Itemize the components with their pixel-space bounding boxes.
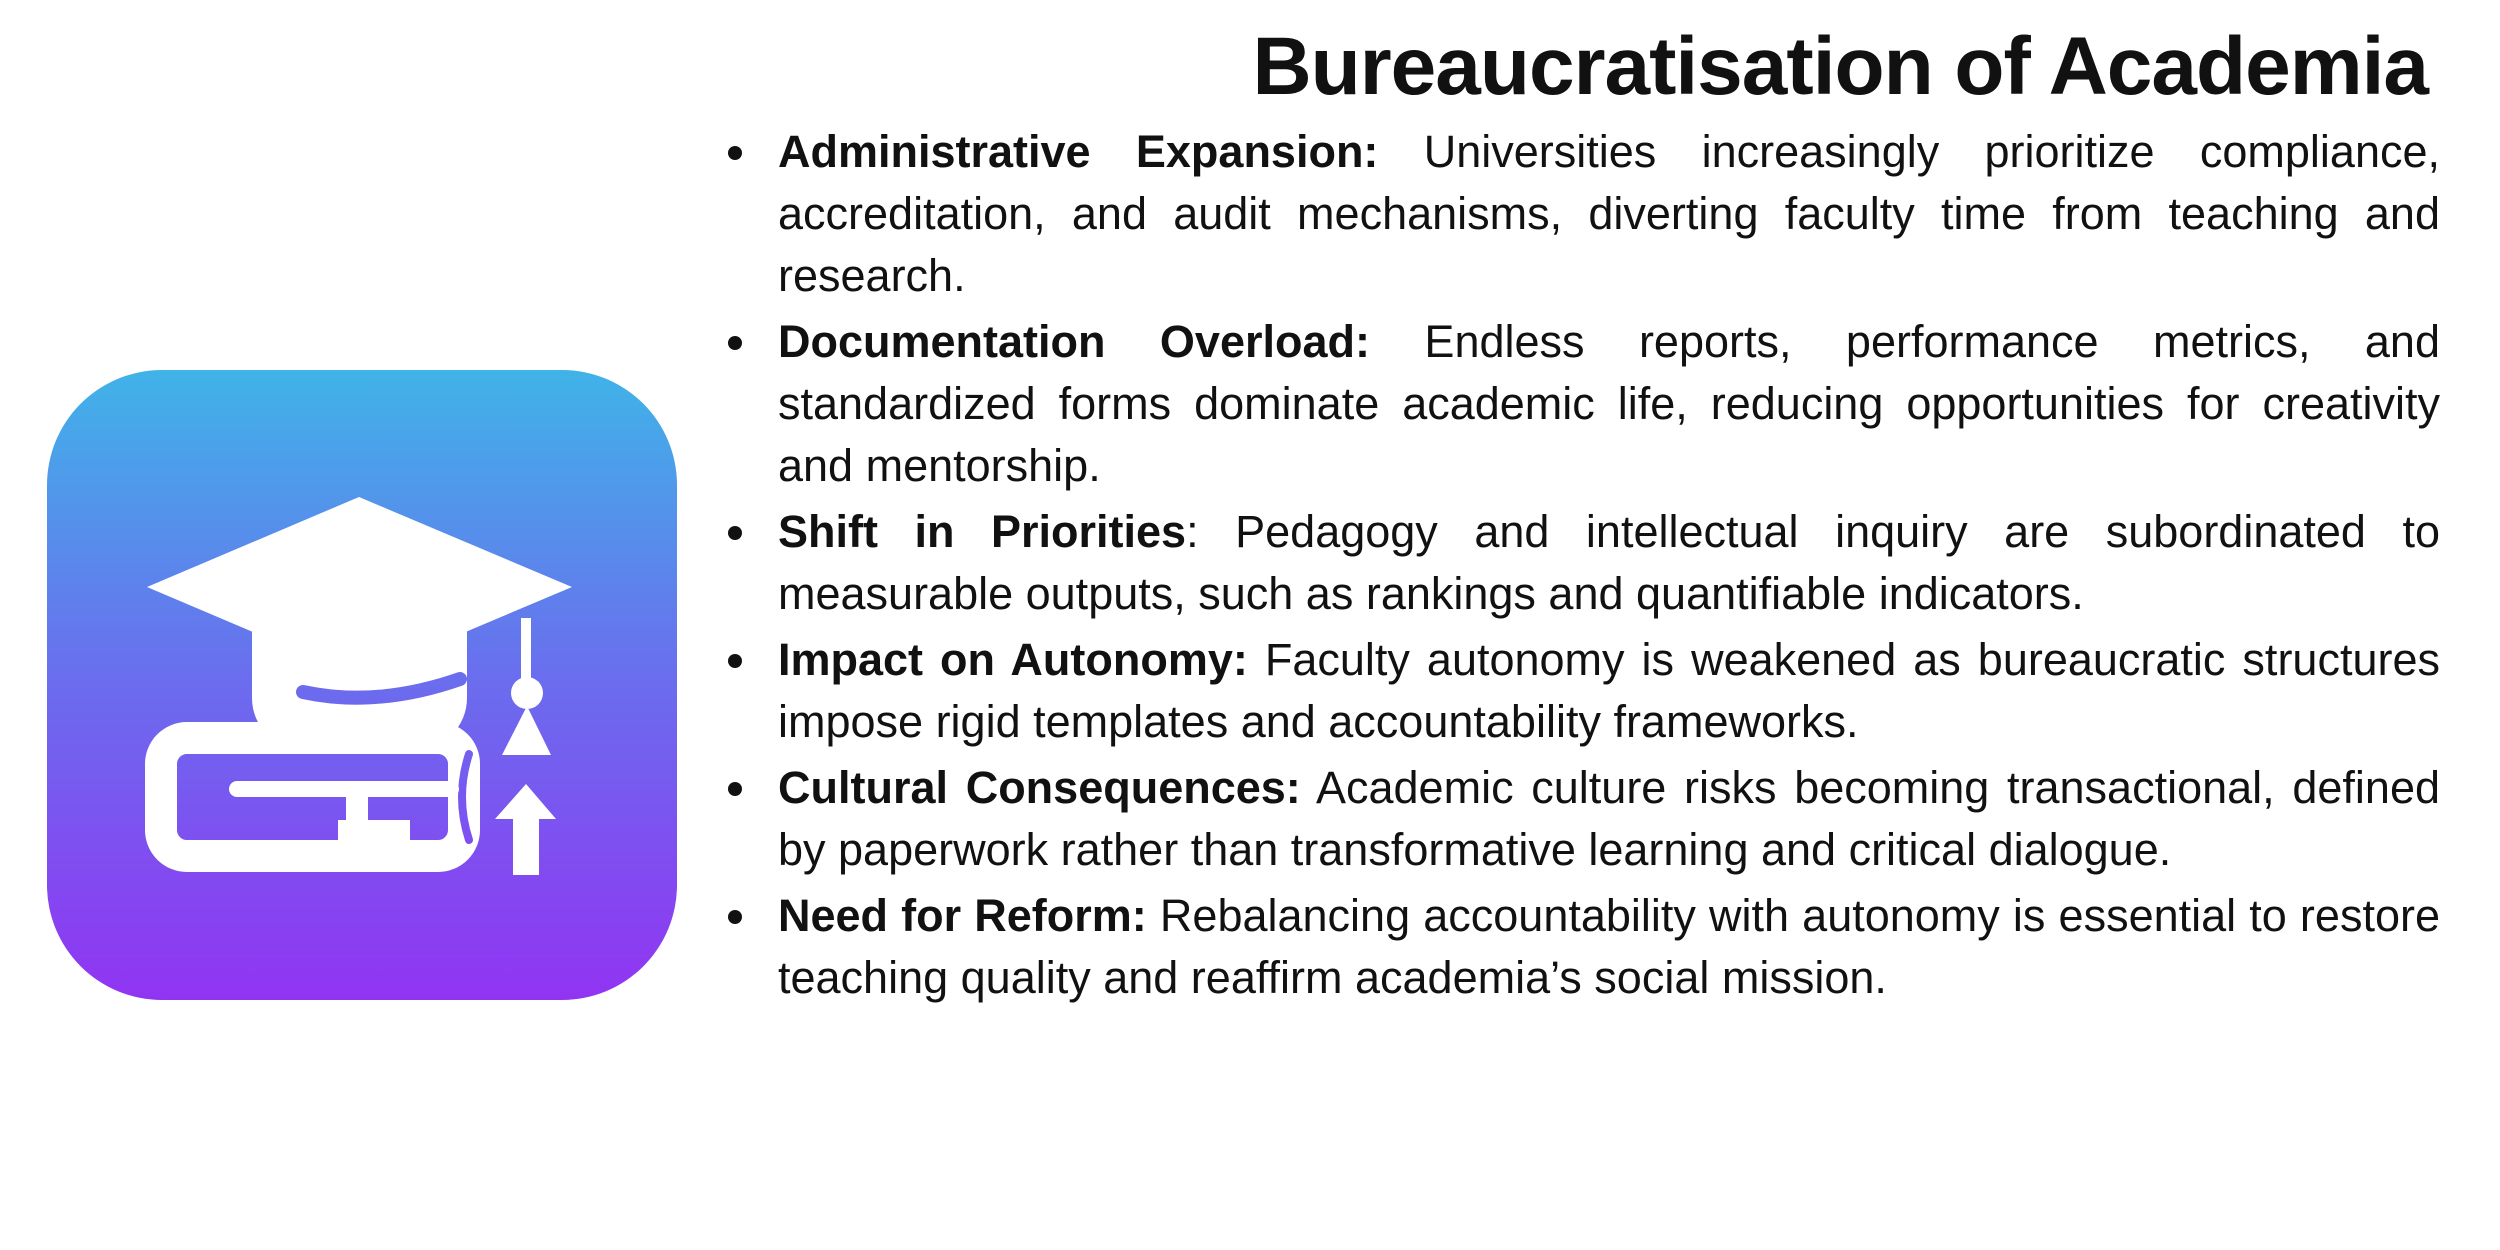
bullet-lead: Shift in Priorities [778, 506, 1187, 557]
bullet-text: Rebalancing accountability with autonomy is essential to restore teaching quality and reaffirm academia’s social mission. [778, 890, 2440, 1003]
bullet-lead: Documentation Overload: [778, 316, 1370, 367]
bullet-item [736, 311, 2440, 497]
bullet-text: Faculty autonomy is weakened as bureaucratic structures impose rigid templates and accountability frameworks. [778, 634, 2440, 747]
bullet-item [736, 629, 2440, 753]
bullet-item [736, 501, 2440, 625]
bullet-item [736, 757, 2440, 881]
bullet-item [736, 885, 2440, 1009]
bullet-text: Academic culture risks becoming transactional, defined by paperwork rather than transformative learning and critical dialogue. [778, 762, 2440, 875]
graduation-icon-svg [47, 370, 677, 1000]
bullet-text: Universities increasingly prioritize compliance, accreditation, and audit mechanisms, diverting faculty time from teaching and research. [778, 126, 2440, 301]
bullet-item [736, 121, 2440, 307]
bullet-lead: Cultural Consequences: [778, 762, 1301, 813]
bullet-text: Endless reports, performance metrics, and standardized forms dominate academic life, reducing opportunities for creativity and mentorship. [778, 316, 2440, 491]
bullet-lead: Need for Reform: [778, 890, 1147, 941]
bullet-list [736, 121, 2440, 1013]
bullet-text: : Pedagogy and intellectual inquiry are subordinated to measurable outputs, such as rankings and quantifiable indicators. [778, 506, 2440, 619]
bullet-lead: Impact on Autonomy: [778, 634, 1248, 685]
bullet-lead: Administrative Expansion: [778, 126, 1379, 177]
graduation-cap-book-icon [47, 370, 677, 1000]
page-title: Bureaucratisation of Academia [1252, 21, 2428, 112]
